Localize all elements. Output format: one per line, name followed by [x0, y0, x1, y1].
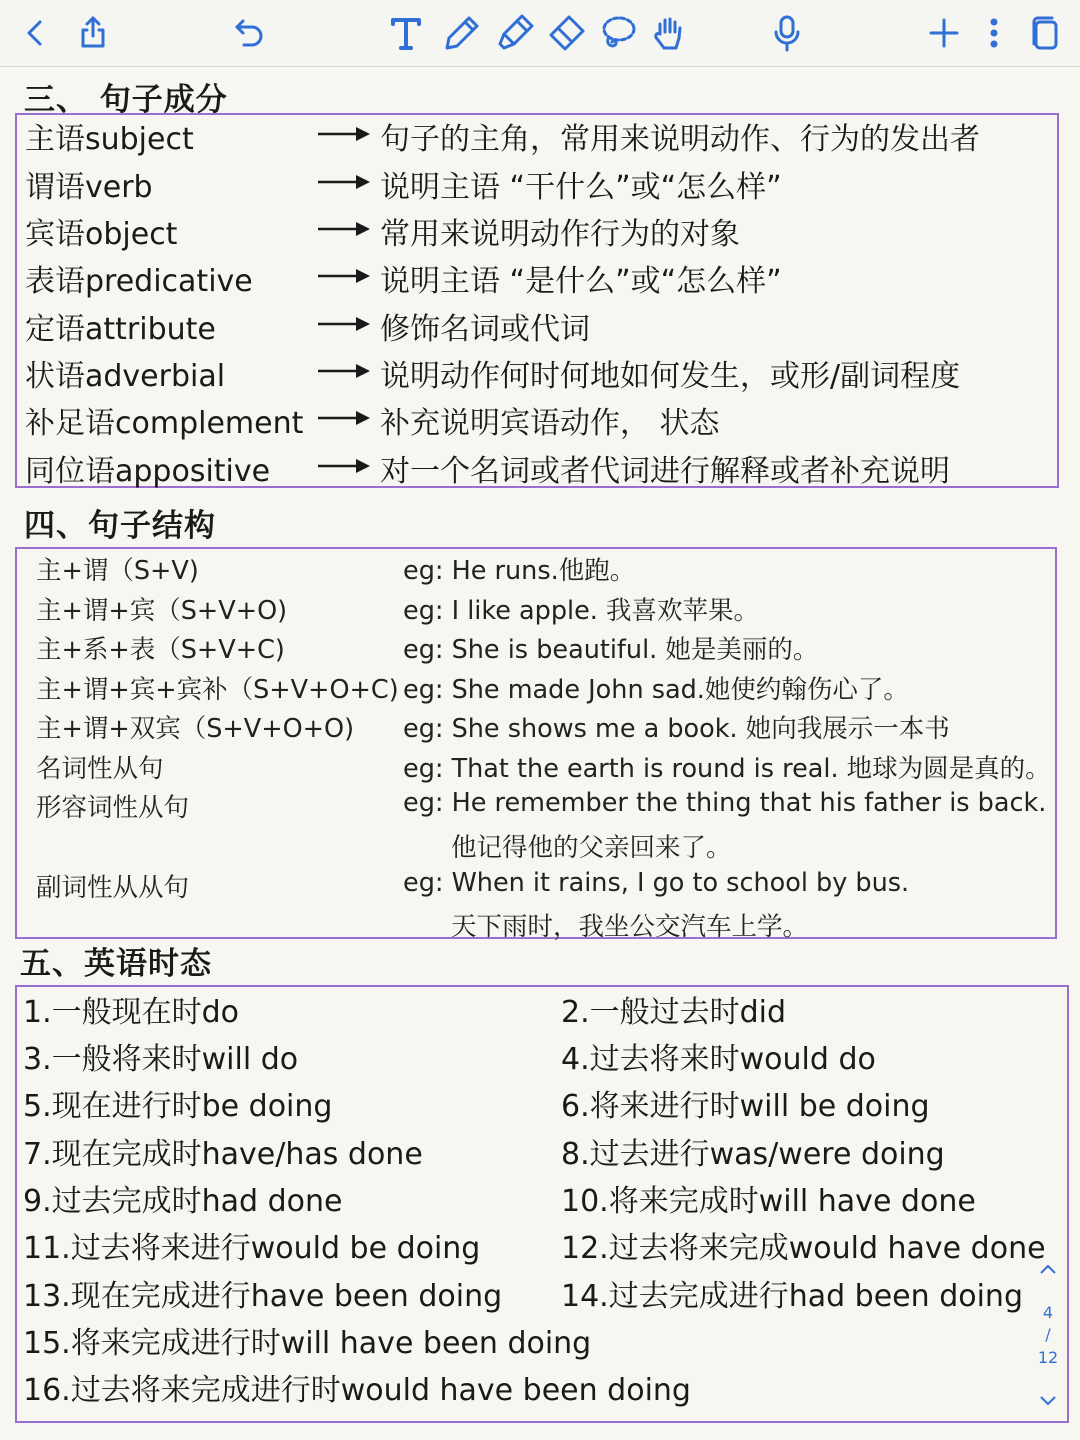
example-sentence: eg: He runs.他跑。: [403, 556, 636, 586]
page-current: 4: [1042, 1303, 1054, 1322]
tense-item: 11.过去将来进行would be doing: [23, 1231, 481, 1266]
pen-icon[interactable]: [439, 10, 485, 56]
example-translation: 天下雨时，我坐公交汽车上学。: [451, 912, 809, 942]
tense-item: 12.过去将来完成would have done: [561, 1231, 1046, 1266]
description-text: 说明主语 “干什么”或“怎么样”: [380, 170, 782, 205]
page-total: 12: [1037, 1348, 1059, 1367]
page-down-icon[interactable]: [1030, 1392, 1066, 1416]
tense-item: 9.过去完成时had done: [23, 1184, 343, 1219]
description-text: 常用来说明动作行为的对象: [380, 217, 740, 252]
section3-title: 三、 句子成分: [24, 82, 228, 118]
section5-title: 五、英语时态: [20, 946, 212, 982]
tense-item: 8.过去进行was/were doing: [561, 1137, 945, 1172]
description-text: 修饰名词或代词: [380, 312, 590, 347]
page-separator: /: [1045, 1325, 1051, 1344]
structure-name: 形容词性从句: [36, 793, 190, 823]
add-icon[interactable]: [921, 10, 967, 56]
term-label: 宾语object: [25, 217, 178, 252]
example-sentence: eg: That the earth is round is real. 地球为圆是真的。: [403, 754, 1051, 784]
description-text: 说明动作何时何地如何发生，或形/副词程度: [380, 359, 961, 394]
arrow-icon: [316, 122, 372, 146]
structure-name: 主+系+表（S+V+C): [36, 635, 285, 665]
tense-item: 13.现在完成进行have been doing: [23, 1279, 503, 1314]
more-icon[interactable]: [971, 10, 1017, 56]
description-text: 对一个名词或者代词进行解释或者补充说明: [380, 454, 950, 489]
hand-icon[interactable]: [646, 10, 692, 56]
structure-name: 主+谓（S+V): [36, 556, 199, 586]
eraser-icon[interactable]: [543, 10, 589, 56]
arrow-icon: [316, 217, 372, 241]
term-label: 状语adverbial: [25, 359, 226, 394]
term-label: 定语attribute: [25, 312, 216, 347]
arrow-icon: [316, 406, 372, 430]
description-text: 句子的主角，常用来说明动作、行为的发出者: [380, 122, 980, 157]
tense-item: 1.一般现在时do: [23, 995, 240, 1030]
tense-item: 7.现在完成时have/has done: [23, 1137, 423, 1172]
tense-item: 10.将来完成时will have done: [561, 1184, 976, 1219]
term-label: 表语predicative: [25, 264, 253, 299]
structure-name: 副词性从从句: [36, 873, 190, 903]
tense-item: 4.过去将来时would do: [561, 1042, 876, 1077]
page-up-icon[interactable]: [1030, 1258, 1066, 1282]
structure-name: 名词性从句: [36, 754, 164, 784]
tense-item: 6.将来进行时will be doing: [561, 1089, 930, 1124]
section4-title: 四、句子结构: [24, 508, 216, 544]
description-text: 说明主语 “是什么”或“怎么样”: [380, 264, 782, 299]
term-label: 同位语appositive: [25, 454, 271, 489]
arrow-icon: [316, 170, 372, 194]
arrow-icon: [316, 312, 372, 336]
highlighter-icon[interactable]: [492, 10, 538, 56]
structure-name: 主+谓+宾（S+V+O): [36, 596, 288, 626]
example-translation: 他记得他的父亲回来了。: [451, 833, 732, 863]
example-sentence: eg: She shows me a book. 她向我展示一本书: [403, 714, 950, 744]
tense-item: 5.现在进行时be doing: [23, 1089, 333, 1124]
tense-item: 14.过去完成进行had been doing: [561, 1279, 1023, 1314]
arrow-icon: [316, 359, 372, 383]
pages-icon[interactable]: [1022, 10, 1068, 56]
microphone-icon[interactable]: [764, 10, 810, 56]
lasso-icon[interactable]: [595, 10, 641, 56]
description-text: 补充说明宾语动作， 状态: [380, 406, 720, 441]
example-sentence: eg: She is beautiful. 她是美丽的。: [403, 635, 819, 665]
share-icon[interactable]: [70, 10, 116, 56]
term-label: 补足语complement: [25, 406, 304, 441]
tense-item: 2.一般过去时did: [561, 995, 787, 1030]
tense-item: 3.一般将来时will do: [23, 1042, 299, 1077]
tense-item: 15.将来完成进行时will have been doing: [23, 1326, 592, 1361]
example-sentence: eg: When it rains, I go to school by bus.: [403, 868, 910, 898]
top-toolbar: [0, 0, 1080, 67]
arrow-icon: [316, 454, 372, 478]
term-label: 谓语verb: [25, 170, 153, 205]
structure-name: 主+谓+双宾（S+V+O+O): [36, 714, 355, 744]
term-label: 主语subject: [25, 122, 194, 157]
example-sentence: eg: I like apple. 我喜欢苹果。: [403, 596, 760, 626]
example-sentence: eg: She made John sad.她使约翰伤心了。: [403, 675, 909, 705]
example-sentence: eg: He remember the thing that his father is back.: [403, 788, 1047, 818]
arrow-icon: [316, 264, 372, 288]
undo-icon[interactable]: [226, 10, 272, 56]
text-tool-icon[interactable]: [383, 10, 429, 56]
structure-name: 主+谓+宾+宾补（S+V+O+C): [36, 675, 399, 705]
back-icon[interactable]: [12, 10, 58, 56]
tense-item: 16.过去将来完成进行时would have been doing: [23, 1373, 691, 1408]
